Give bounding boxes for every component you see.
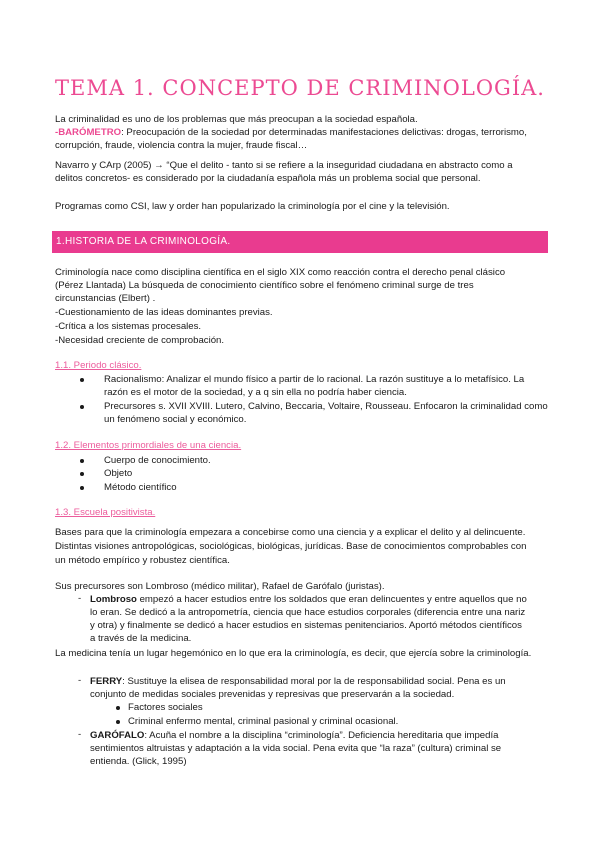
bullet-item: Cuerpo de conocimiento. [104,455,211,466]
medicine-paragraph: La medicina tenía un lugar hegemónico en lo que era la criminología, es decir, que ejercía sobre la criminología. [55,648,532,659]
ferry-line-2: conjunto de medidas sociales prevenidas y represivas que preservarán a la sociedad. [90,689,455,700]
bullet-icon [80,459,84,463]
garofalo-line-1: GARÓFALO: Acuña el nombre a la disciplina “criminología”. Deficiencia hereditaria que impedía [90,730,499,741]
barometro-line-2: corrupción, fraude, violencia contra la mujer, fraude fiscal… [55,140,308,151]
lombroso-line-1: Lombroso empezó a hacer estudios entre los soldados que eran delincuentes y entre aquellos que no [90,594,527,605]
garofalo-line-2: sentimientos altruistas y adaptación a la vida social. Pena evita que “la raza” (cultura) criminal se [90,743,502,754]
barometro-text: : Preocupación de la sociedad por determinadas manifestaciones delictivas: drogas, terrorismo, [121,127,527,138]
bullet-racionalismo-line-1: Racionalismo: Analizar el mundo físico a partir de lo racional. La razón sustituye a lo metafísico. La [104,374,525,385]
bullet-icon [116,720,120,724]
bullet-icon [80,486,84,490]
bullet-icon [116,706,120,710]
bullet-racionalismo-line-2: razón es el motor de la sociedad, y a q sin ella no podría haber ciencia. [104,387,407,398]
bullet-precursores-line-1: Precursores s. XVII XVIII. Lutero, Calvino, Beccaria, Voltaire, Rousseau. Enfocaron la criminalidad como [104,401,548,412]
section1-line-3: circunstancias (Elbert) . [55,293,156,304]
section1-item: -Cuestionamiento de las ideas dominantes previas. [55,307,273,318]
precursors-paragraph: Sus precursores son Lombroso (médico militar), Rafael de Garófalo (juristas). [55,581,385,592]
lombroso-line-3: y otra) y finalmente se dedicó a hacer estudios en sistemas penitenciarios. Aportó métodos científicos [90,620,522,631]
section-header-band [52,231,548,253]
positivista-line-3: un método empírico y robustez científica. [55,555,230,566]
page-title: TEMA 1. CONCEPTO DE CRIMINOLOGÍA. [55,76,545,100]
section1-line-2: (Pérez Llantada) La búsqueda de conocimiento científico sobre el fenómeno criminal surge de tres [55,280,474,291]
positivista-line-2: Distintas visiones antropológicas, sociológicas, biológicas, jurídicas. Base de conocimientos comprobables con [55,541,527,552]
subsection-1-1-title: 1.1. Periodo clásico. [55,360,142,371]
section-header-title: 1.HISTORIA DE LA CRIMINOLOGÍA. [56,236,231,247]
ferry-subitem: Factores sociales [128,702,203,713]
quote-line-2: delitos concretos- es considerado por la ciudadanía española más un problema social que personal. [55,173,481,184]
intro-paragraph: La criminalidad es uno de los problemas que más preocupan a la sociedad española. [55,114,418,125]
garofalo-line-3: entienda. (Glick, 1995) [90,756,187,767]
bullet-icon [80,472,84,476]
dash-marker: - [78,729,82,740]
lombroso-name: Lombroso [90,594,137,605]
bullet-item: Objeto [104,468,133,479]
dash-marker: - [78,675,82,686]
bullet-precursores-line-2: un fenómeno social y económico. [104,414,247,425]
section1-line-1: Criminología nace como disciplina científica en el siglo XIX como reacción contra el derecho penal clásico [55,267,506,278]
lombroso-line-4: a través de la medicina. [90,633,192,644]
section1-item: -Crítica a los sistemas procesales. [55,321,202,332]
bullet-icon [80,405,84,409]
ferry-subitem: Criminal enfermo mental, criminal pasional y criminal ocasional. [128,716,399,727]
ferry-name: FERRY [90,676,123,687]
dash-marker: - [78,593,82,604]
quote-line-1: Navarro y CArp (2005) → “Que el delito - tanto si se refiere a la inseguridad ciudadana en abstracto como a [55,160,513,171]
bullet-item: Método científico [104,482,177,493]
subsection-1-3-title: 1.3. Escuela positivista. [55,507,156,518]
barometro-label: -BARÓMETRO [55,127,122,138]
ferry-line-1: FERRY: Sustituye la elisea de responsabilidad moral por la de responsabilidad social. Pena es un [90,676,506,687]
section1-item: -Necesidad creciente de comprobación. [55,335,225,346]
subsection-1-2-title: 1.2. Elementos primordiales de una ciencia. [55,440,242,451]
csi-paragraph: Programas como CSI, law y order han popularizado la criminología por el cine y la televisión. [55,201,450,212]
garofalo-name: GARÓFALO [90,730,145,741]
bullet-icon [80,378,84,382]
lombroso-line-2: lo eran. Se dedicó a la antropometría, ciencia que hace estudios corporales (diferencia entre una nariz [90,607,526,618]
positivista-line-1: Bases para que la criminología empezara a concebirse como una ciencia y a explicar el delito y al delincuente. [55,527,526,538]
barometro-line-1 [55,126,547,139]
